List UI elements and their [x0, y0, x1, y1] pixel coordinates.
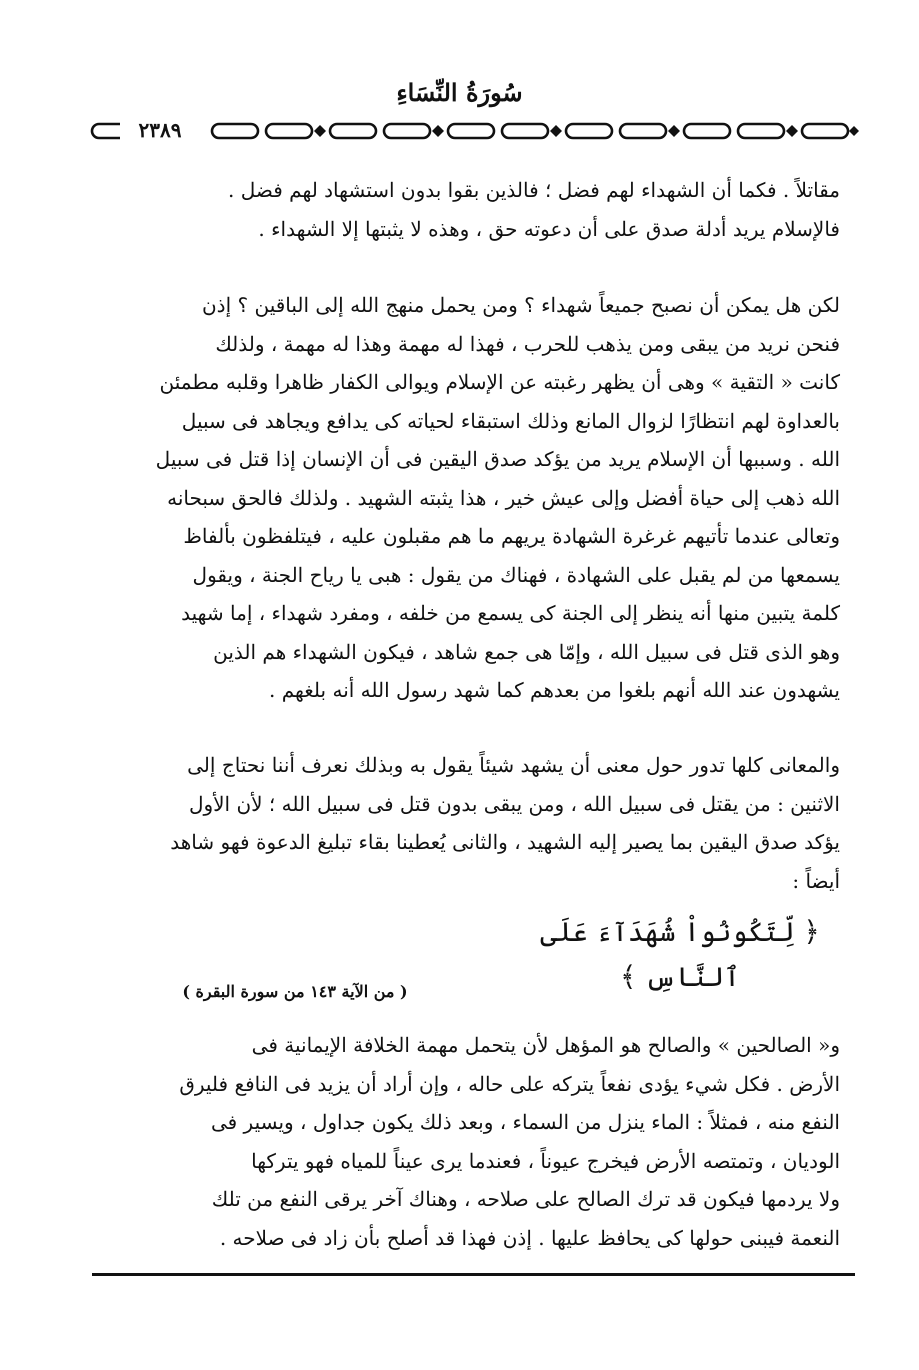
text-line: النعمة فيبنى حولها كى يحافظ عليها . إذن فهذا قد أصلح بأن زاد فى صلاحه .: [219, 1225, 840, 1250]
text-line: لكن هل يمكن أن نصبح جميعاً شهداء ؟ ومن يحمل منهج الله إلى الباقين ؟ إذن: [201, 293, 840, 317]
text-line: الوديان ، وتمتصه الأرض فيخرج عيوناً ، فعندما يرى عيناً للمياه فهو يتركها: [251, 1148, 840, 1173]
text-line: كانت « التقية » وهى أن يظهر رغبته عن الإسلام ويوالى الكفار ظاهرا وقلبه مطمئن: [159, 370, 840, 394]
surah-title: سُورَةُ النِّسَاءِ: [396, 78, 523, 107]
text-line: الأرض . فكل شيء يؤدى نفعاً يتركه على حاله ، وإن أراد أن يزيد فى النافع فليرق: [179, 1071, 840, 1096]
text-line: يسمعها من لم يقبل على الشهادة ، فهناك من يقول : هبى يا رياح الجنة ، ويقول: [192, 562, 840, 587]
quran-verse: [500, 910, 860, 1000]
text-line: الاثنين : من يقتل فى سبيل الله ، ومن يبقى بدون قتل فى سبيل الله ؛ لأن الأول: [188, 791, 840, 816]
verse-reference: ( من الآية ١٤٣ من سورة البقرة ): [182, 982, 408, 1001]
text-line: أيضاً :: [792, 868, 840, 893]
bottom-divider: [92, 1273, 855, 1276]
text-line: النفع منه ، فمثلاً : الماء ينزل من السماء ، وبعد ذلك يكون جداول ، ويسير فى: [210, 1110, 840, 1134]
text-line: بالعداوة لهم انتظارًا لزوال المانع وذلك استبقاء لحياته كى يدافع ويجاهد فى سبيل: [181, 408, 840, 433]
text-line: الله ذهب إلى حياة أفضل وإلى عيش خير ، هذا يثبته الشهيد . ولذلك فالحق سبحانه: [167, 485, 840, 510]
text-line: الله . وسببها أن الإسلام يريد من يؤكد صدق اليقين فى أن الإنسان إذا قتل فى سبيل: [155, 447, 840, 471]
text-line: يؤكد صدق اليقين بما يصير إليه الشهيد ، والثانى يُعطينا بقاء تبليغ الدعوة فهو شاهد: [170, 830, 840, 854]
paragraph-1: [98, 171, 840, 248]
page-number: ٢٣٨٩: [120, 116, 200, 144]
verse-text: لِّتَكُونُواْ شُهَدَآءَ عَلَى ٱلنَّاسِ: [540, 917, 795, 993]
verse-open-bracket: ﴿: [803, 915, 820, 948]
text-line: فالإسلام يريد أدلة صدق على أن دعوته حق ، وهذه لا يثبتها إلا الشهداء .: [258, 216, 840, 241]
verse-close-bracket: ﴾: [620, 960, 637, 993]
text-line: ولا يردمها فيكون قد ترك الصالح على صلاحه ، وهناك آخر يرقى النفع من تلك: [211, 1187, 840, 1211]
header-ornament-border: [90, 120, 860, 142]
text-line: مقاتلاً . فكما أن الشهداء لهم فضل ؛ فالذين بقوا بدون استشهاد لهم فضل .: [228, 178, 840, 202]
text-line: والمعانى كلها تدور حول معنى أن يشهد شيئاً يقول به وبذلك نعرف أننا نحتاج إلى: [187, 753, 840, 777]
text-line: يشهدون عند الله أنهم بلغوا من بعدهم كما شهد رسول الله أنه بلغهم .: [269, 678, 840, 702]
text-line: كلمة يتبين منها أنه ينظر إلى الجنة كى يسمع من خلفه ، ومفرد شهداء ، إما شهيد: [181, 601, 840, 625]
paragraph-3: [98, 746, 840, 900]
text-line: وهو الذى قتل فى سبيل الله ، وإمّا هى جمع شاهد ، فيكون الشهداء هم الذين: [213, 639, 840, 664]
ornament-chain-icon: [90, 120, 860, 142]
paragraph-2: [98, 286, 840, 710]
text-line: وتعالى عندما تأتيهم غرغرة الشهادة يريهم ما هم مقبلون عليه ، فيتلفظون بألفاظ: [183, 524, 840, 548]
text-line: فنحن نريد من يبقى ومن يذهب للحرب ، فهذا له مهمة وهذا له مهمة ، ولذلك: [215, 331, 840, 356]
paragraph-4: [98, 1026, 840, 1257]
text-line: و« الصالحين » والصالح هو المؤهل لأن يتحمل مهمة الخلافة الإيمانية فى: [251, 1033, 840, 1057]
